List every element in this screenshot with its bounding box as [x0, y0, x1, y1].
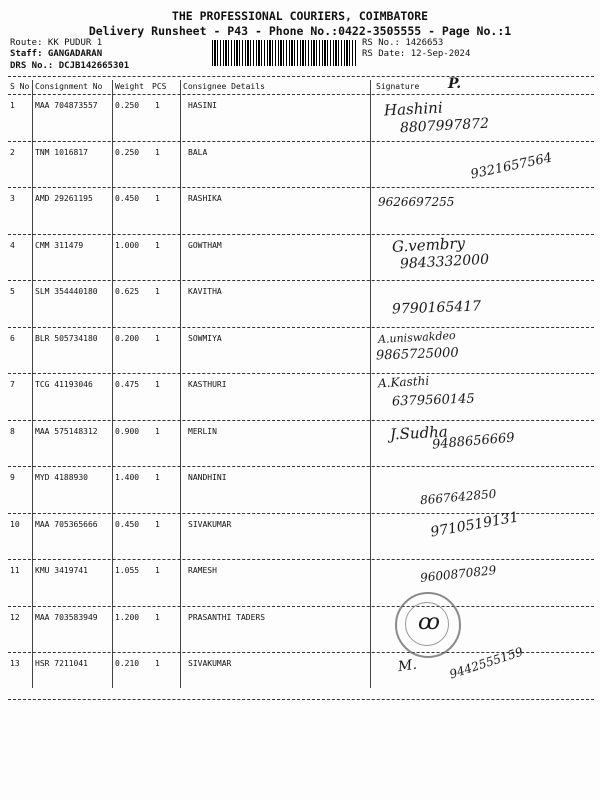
row-separator: [8, 466, 594, 467]
row-sno: 6: [10, 333, 15, 343]
header-top-rule: [8, 76, 594, 77]
rs-number: RS No.: 1426653: [362, 38, 444, 48]
row-weight: 1.000: [115, 240, 140, 250]
col-pcs-header: PCS: [152, 82, 167, 91]
handwritten-signature: G.vembry: [391, 233, 466, 256]
row-weight: 0.450: [115, 519, 140, 529]
col-divider: [370, 80, 371, 688]
row-pcs: 1: [155, 380, 160, 389]
row-separator: [8, 420, 594, 421]
row-separator: [8, 559, 594, 560]
row-consignment-no: SLM 354440180: [35, 287, 98, 296]
row-consignee: PRASANTHI TADERS: [188, 612, 266, 622]
row-weight: 0.210: [115, 659, 140, 668]
row-consignee: KASTHURI: [188, 380, 227, 389]
row-weight: 0.475: [115, 380, 140, 389]
signature-scribble: ꝏ: [418, 610, 440, 635]
handwritten-phone: 9865725000: [375, 345, 459, 363]
row-weight: 0.250: [115, 101, 140, 110]
row-pcs: 1: [155, 426, 160, 436]
row-sno: 10: [10, 519, 20, 529]
row-consignee: SIVAKUMAR: [188, 659, 232, 668]
row-weight: 0.200: [115, 333, 140, 343]
row-sno: 3: [10, 194, 15, 203]
row-pcs: 1: [155, 566, 160, 575]
row-consignment-no: CMM 311479: [35, 240, 84, 250]
row-pcs: 1: [155, 287, 160, 296]
row-sno: 9: [10, 473, 15, 482]
row-consignment-no: KMU 3419741: [35, 566, 88, 575]
col-consignee-header: Consignee Details: [183, 82, 265, 91]
handwritten-phone: 8667642850: [419, 486, 497, 508]
row-separator: [8, 606, 594, 607]
row-consignee: KAVITHA: [188, 287, 222, 296]
row-pcs: 1: [155, 194, 160, 203]
row-consignee: GOWTHAM: [188, 240, 222, 250]
drs-number: DRS No.: DCJB142665301: [10, 61, 130, 71]
row-sno: 5: [10, 287, 15, 296]
row-consignment-no: TNM 1016817: [35, 147, 88, 157]
row-consignee: RASHIKA: [188, 194, 222, 203]
row-separator: [8, 234, 594, 235]
staff-label: Staff: GANGADARAN: [10, 49, 103, 59]
row-consignment-no: BLR 505734180: [35, 333, 98, 343]
handwritten-phone: 9321657564: [469, 150, 554, 182]
handwritten-signature: A.Kasthi: [377, 373, 430, 391]
handwritten-phone: 9600870829: [419, 563, 497, 585]
row-consignment-no: MAA 703583949: [35, 612, 98, 622]
row-pcs: 1: [155, 659, 160, 668]
company-title: THE PROFESSIONAL COURIERS, COIMBATORE: [171, 9, 429, 23]
row-pcs: 1: [155, 519, 160, 529]
handwritten-signature: J.Sudha: [389, 422, 449, 443]
row-sno: 4: [10, 240, 15, 250]
handwritten-phone: 6379560145: [391, 391, 475, 410]
row-consignment-no: MAA 705365666: [35, 519, 98, 529]
row-consignment-no: AMD 29261195: [35, 194, 93, 203]
handwritten-phone: 9790165417: [391, 298, 482, 318]
barcode-image: [212, 40, 356, 66]
row-weight: 0.450: [115, 194, 140, 203]
row-separator: [8, 141, 594, 142]
row-consignee: SOWMIYA: [188, 333, 222, 343]
row-sno: 11: [10, 566, 20, 575]
handwritten-phone: 9843332000: [399, 251, 490, 272]
row-weight: 1.200: [115, 612, 140, 622]
col-divider: [112, 80, 113, 688]
header-bottom-rule: [8, 94, 594, 95]
row-weight: 1.055: [115, 566, 140, 575]
row-consignee: SIVAKUMAR: [188, 519, 232, 529]
row-consignment-no: HSR 7211041: [35, 659, 88, 668]
row-pcs: 1: [155, 473, 160, 482]
row-consignment-no: TCG 41193046: [35, 380, 93, 389]
row-pcs: 1: [155, 101, 160, 110]
rs-date: RS Date: 12-Sep-2024: [362, 49, 471, 59]
route-label: Route: KK PUDUR 1: [10, 38, 103, 48]
row-sno: 8: [10, 426, 15, 436]
col-divider: [180, 80, 181, 688]
row-separator: [8, 187, 594, 188]
runsheet-subtitle: Delivery Runsheet - P43 - Phone No.:0422-3505555 - Page No.:1: [88, 24, 512, 38]
col-signature-header: Signature: [376, 82, 420, 91]
handwritten-signature: M.: [396, 656, 418, 676]
row-pcs: 1: [155, 240, 160, 250]
row-pcs: 1: [155, 147, 160, 157]
col-divider: [32, 80, 33, 688]
row-separator: [8, 699, 594, 700]
row-separator: [8, 373, 594, 374]
row-consignment-no: MYD 4188930: [35, 473, 88, 482]
row-consignee: HASINI: [188, 101, 217, 110]
row-pcs: 1: [155, 333, 160, 343]
col-weight-header: Weight: [115, 82, 144, 91]
row-weight: 0.625: [115, 287, 140, 296]
row-consignment-no: MAA 575148312: [35, 426, 98, 436]
signature-mark: P.: [448, 76, 462, 92]
row-consignee: MERLIN: [188, 426, 217, 436]
handwritten-signature: A.uniswakdeo: [377, 328, 456, 346]
row-consignee: NANDHINI: [188, 473, 227, 482]
row-separator: [8, 327, 594, 328]
row-consignment-no: MAA 704873557: [35, 101, 98, 110]
row-weight: 0.250: [115, 147, 140, 157]
row-sno: 13: [10, 659, 20, 668]
handwritten-phone: 9442555159: [447, 644, 525, 682]
row-sno: 1: [10, 101, 15, 110]
row-pcs: 1: [155, 612, 160, 622]
row-consignee: BALA: [188, 147, 208, 157]
row-sno: 7: [10, 380, 15, 389]
row-consignee: RAMESH: [188, 566, 217, 575]
row-separator: [8, 280, 594, 281]
row-sno: 2: [10, 147, 15, 157]
col-consignment-header: Consignment No: [35, 82, 103, 91]
row-weight: 1.400: [115, 473, 140, 482]
col-sno-header: S No: [10, 82, 30, 91]
row-sno: 12: [10, 612, 20, 622]
handwritten-phone: 9710519131: [429, 508, 520, 541]
handwritten-phone: 9488656669: [431, 429, 516, 453]
handwritten-phone: 8807997872: [399, 115, 490, 137]
handwritten-signature: 9626697255: [378, 195, 455, 209]
handwritten-signature: Hashini: [383, 98, 444, 120]
row-weight: 0.900: [115, 426, 140, 436]
